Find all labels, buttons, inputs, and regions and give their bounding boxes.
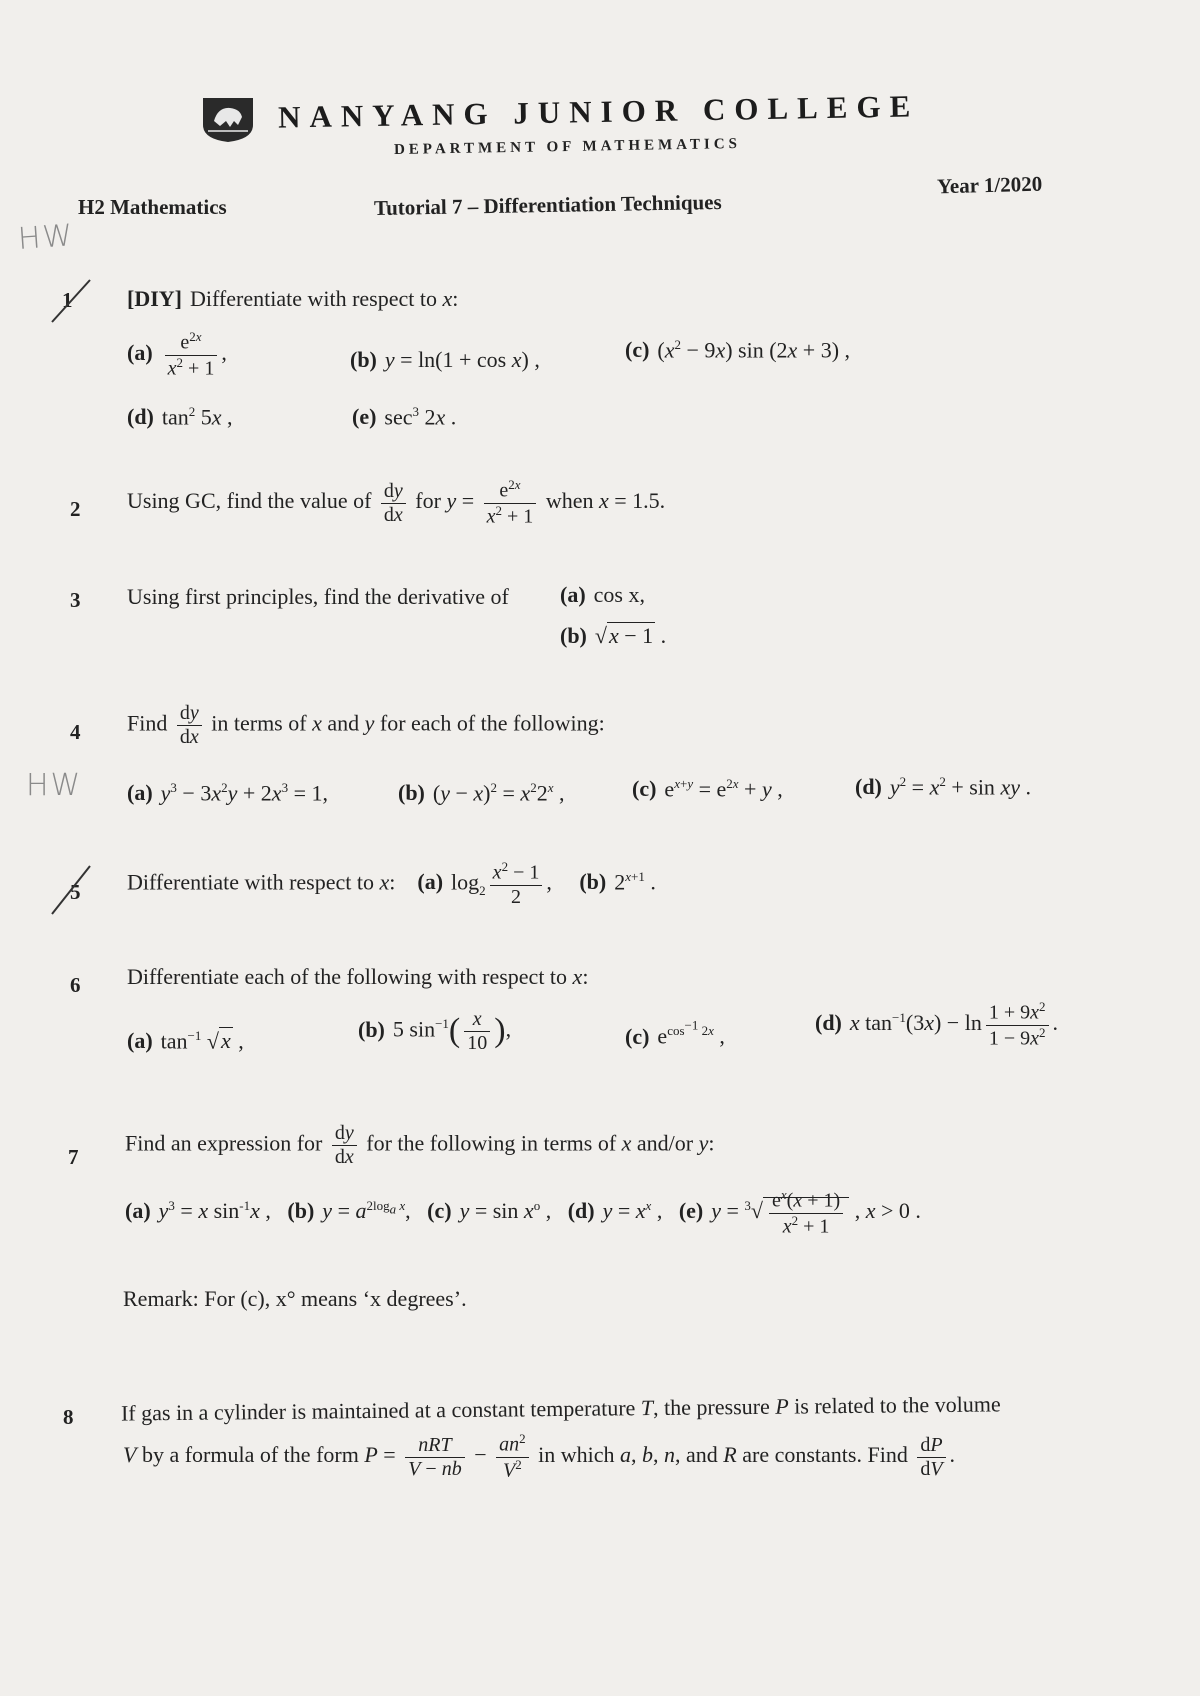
question-number: 7 xyxy=(68,1145,79,1169)
question-3-text: Using first principles, find the derivative of xyxy=(127,584,509,609)
question-8-line-2: V by a formula of the form P = $\frac{\text{nRT}}{V - nb}$ − $\frac{an^2}{V^2}$ in which a, b, n, and R are constants. Find $\frac{dP}{dV}$ . xyxy=(123,1431,956,1482)
subject-title: H2 Mathematics xyxy=(78,195,227,219)
q1-part-b: (b) y = ln(1 + cos x) , xyxy=(350,347,540,372)
question-8-line-1: If gas in a cylinder is maintained at a constant temperature T, the pressure P is related to the volume xyxy=(120,1391,1001,1426)
question-number: 6 xyxy=(70,973,81,997)
question-2-text: Using GC, find the value of $\frac{dy}{dx}$ for y = $\frac{e^{2x}}{x^2 + 1}$ when x = 1.5. xyxy=(127,477,666,528)
q3-part-a: (a) cos x, xyxy=(560,582,645,607)
question-number: 2 xyxy=(70,497,81,521)
q1-part-c: (c) $(x^2 - 9x)$ sin (2x + 3) , xyxy=(625,337,851,363)
q6-part-a: (a) $\tan^{-1} √x$ , xyxy=(127,1028,244,1054)
q1-part-e: (e) $\sec^3 2x$ . xyxy=(352,404,457,430)
q1-part-a: (a) $\frac{e^{2x}}{x^2 + 1}$ , xyxy=(127,329,227,380)
q6-part-c: (c) $e^{cos^{-1} 2x}$ , xyxy=(625,1018,725,1049)
q4-part-d: (d) $y^2 = x^2 + \sin$ xy . xyxy=(855,774,1031,800)
diy-tag: [DIY] xyxy=(127,286,182,311)
q1-part-d: (d) $\tan^2 5x$ , xyxy=(127,404,233,430)
tutorial-title: Tutorial 7 – Differentiation Techniques xyxy=(373,189,722,221)
question-4-text: Find $\frac{dy}{dx}$ in terms of x and y for each of the following: xyxy=(127,702,605,748)
question-number: 1 xyxy=(62,288,73,312)
question-number: 5 xyxy=(70,880,81,904)
handwritten-hw-note: HW xyxy=(26,768,83,803)
question-7-remark: Remark: For (c), x° means ‘x degrees’. xyxy=(123,1286,467,1311)
question-1-intro: [DIY] Differentiate with respect to x: xyxy=(127,286,459,311)
q4-part-a: (a) $y^3 - 3x^2y + 2x^3 = 1$, xyxy=(127,780,328,806)
q6-part-b: (b) 5 $\sin^{-1}$( $\frac{x}{10}$ ), xyxy=(358,1008,512,1054)
department-name: DEPARTMENT OF MATHEMATICS xyxy=(393,135,742,159)
year-label: Year 1/2020 xyxy=(936,171,1043,199)
question-number: 3 xyxy=(70,588,81,612)
tick-mark-icon xyxy=(50,864,94,916)
q6-part-d: (d) x $\tan^{-1}(3x) - \ln$ $\frac{1 + 9x^2}{1 - 9x^2}$ . xyxy=(815,999,1059,1050)
college-name: NANYANG JUNIOR COLLEGE xyxy=(277,88,920,135)
q3-part-b: (b) √x − 1 . xyxy=(560,623,667,648)
tick-mark-icon xyxy=(50,278,94,324)
q4-part-c: (c) $e^{x+y} = e^{2x} + y$ , xyxy=(632,776,783,802)
q7-parts: (a) $y^3 = x$ $\sin^{-1}x$ , (b) $y = a^{2log_a x}$, (c) $y = \sin x^o$ , (d) $y = x^x$ , (e) y = $^3$√ $\frac{e^x(x + 1)}{x^2 + 1}$ , x > 0 . xyxy=(125,1187,921,1238)
question-5-text: Differentiate with respect to x: (a) $\log_2$ $\frac{x^2 - 1}{2}$ , (b) $2^{x+1}$ . xyxy=(127,859,656,908)
college-crest-icon xyxy=(200,95,256,143)
handwritten-hw-note: HW xyxy=(16,218,76,257)
question-7-text: Find an expression for $\frac{dy}{dx}$ for the following in terms of x and/or y: xyxy=(125,1122,715,1168)
q4-part-b: (b) $(y - x)^2 = x^22^x$ , xyxy=(398,780,565,806)
question-number: 8 xyxy=(63,1405,74,1429)
question-6-text: Differentiate each of the following with respect to x: xyxy=(127,964,589,989)
question-number: 4 xyxy=(70,720,81,744)
